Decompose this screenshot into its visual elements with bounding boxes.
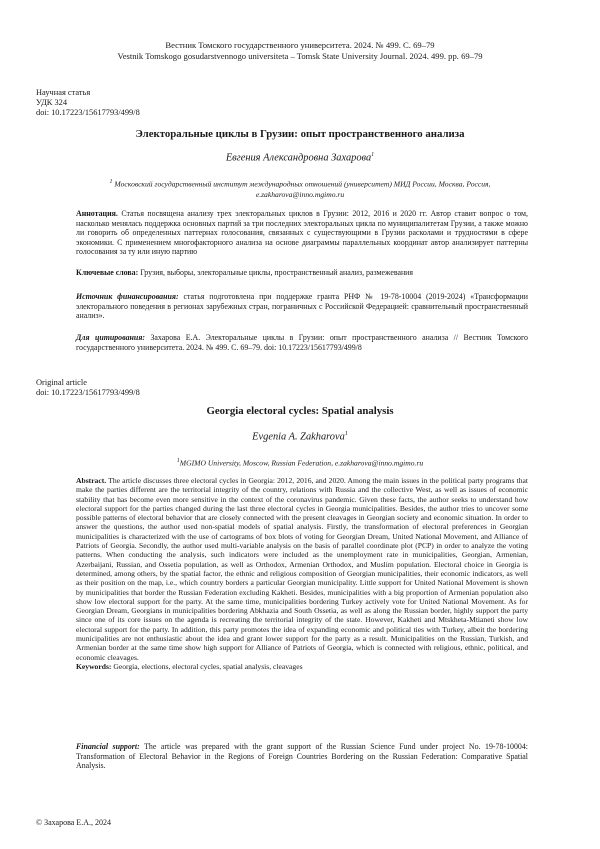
ru-keywords-text: Грузия, выборы, электоральные циклы, пространственный анализ, размежевания: [140, 268, 414, 277]
ru-author-sup: 1: [371, 152, 375, 158]
ru-doi[interactable]: doi: 10.17223/15617793/499/8: [36, 108, 140, 118]
ru-keywords-label: Ключевые слова:: [76, 268, 139, 277]
en-keywords-text: Georgia, elections, electoral cycles, spatial analysis, cleavages: [113, 661, 303, 671]
en-abstract: [76, 476, 528, 671]
ru-affiliation-email[interactable]: e.zakharova@inno.mgimo.ru: [255, 189, 345, 199]
ru-funding-text: статья подготовлена при поддержке гранта РНФ № 19-78-10004 (2019-2024) «Трансформации электорального поведения в регионах зарубежных стран, пограничных с Российской Федерацией: сравнительный пространственный анализ».: [76, 292, 528, 321]
ru-funding-label: Источник финансирования:: [76, 292, 179, 301]
ru-author-name: Евгения Александровна Захарова: [225, 152, 372, 164]
journal-header-en: Vestnik Tomskogo gosudarstvennogo universiteta – Tomsk State University Journal. 2024. 499. pp. 69–79: [117, 51, 483, 61]
en-affiliation: [0, 456, 600, 469]
en-doi[interactable]: doi: 10.17223/15617793/499/8: [36, 388, 140, 398]
en-author-name: Evgenia A. Zakharova: [252, 431, 345, 443]
en-abstract-label: Abstract.: [76, 476, 107, 485]
ru-citation: [76, 333, 528, 352]
en-funding-label: Financial support:: [76, 742, 140, 751]
en-keywords: [76, 662, 528, 671]
ru-keywords: [76, 268, 528, 278]
ru-abstract: [76, 209, 528, 257]
ru-affiliation-line1: [0, 177, 600, 190]
en-funding-text: The article was prepared with the grant support of the Russian Science Fund under project No. 19-78-10004: Transformation of Electoral Behavior in the Regions of Foreign Countries Bordering on the Russian Federation: Comparative Spatial Analysis.: [76, 742, 528, 771]
journal-header-ru: Вестник Томского государственного университета. 2024. № 499. С. 69–79: [165, 40, 435, 50]
ru-udc: УДК 324: [36, 98, 68, 108]
en-title: Georgia electoral cycles: Spatial analysis: [206, 405, 394, 417]
ru-funding: [76, 292, 528, 321]
en-author-sup: 1: [344, 431, 348, 437]
ru-author: [0, 152, 600, 163]
ru-article-type: Научная статья: [36, 88, 91, 97]
ru-affiliation: [0, 177, 600, 200]
ru-affiliation-text: Московский государственный институт международных отношений (университет) МИД России, Москва, Россия,: [114, 179, 491, 189]
ru-affil-sup: 1: [109, 179, 113, 185]
ru-title: Электоральные циклы в Грузии: опыт пространственного анализа: [135, 128, 465, 140]
en-affiliation-text: MGIMO University, Moscow, Russian Federation, e.zakharova@inno.mgimo.ru: [179, 458, 424, 468]
en-funding: [76, 742, 528, 771]
en-article-meta: [36, 378, 140, 398]
en-article-type: Original article: [36, 378, 87, 387]
journal-header: [0, 40, 600, 62]
ru-citation-text: Захарова Е.А. Электоральные циклы в Грузии: опыт пространственного анализа // Вестник Томского государственного университета. 2024. № 499. С. 69–79. doi: 10.17223/15617793/499/8: [76, 333, 528, 352]
ru-citation-label: Для цитирования:: [76, 333, 146, 342]
en-keywords-label: Keywords:: [76, 661, 112, 671]
en-author: [0, 431, 600, 442]
ru-abstract-text: Статья посвящена анализу трех электоральных циклов в Грузии: 2012, 2016 и 2020 гг. Автор ставит вопрос о том, насколько менялась поддержка основных партий за три последних электоральных цикла по муниципалитетам Грузии, а также можно ли говорить об определенных паттернах голосования, связанных с существующими в Грузии расколами и трудностями в сфере экономики. С применением многофакторного анализа на основе диаграммы параллельных координат автор анализирует паттерны голосования за ту или иную партию: [76, 209, 528, 257]
copyright: © Захарова Е.А., 2024: [36, 818, 111, 827]
ru-article-meta: [36, 88, 140, 119]
ru-abstract-label: Аннотация.: [76, 209, 118, 218]
en-affil-sup: 1: [176, 458, 180, 464]
en-abstract-text: The article discusses three electoral cycles in Georgia: 2012, 2016, and 2020. Among the main issues in the political party programs that make the parties different are the territorial integrity of the country, relations with Russia and the collective West, as well as issues of economic stability that has become even more sensitive in the context of the coronavirus pandemic. Given these facts, the author seeks to understand how electoral support for the parties changed during the last three electoral cycles in Georgia municipalities. Besides, the author tries to uncover some possible patterns of electoral behavior that are closely connected with the present cleavages in Georgian society and economic situation. In order to answer the questions, the author used non-spatial models of spatial analysis. Firstly, the transformation of electoral preferences in Georgian municipalities is characterized with the use of cartograms of box blots of voting for Georgian Dream, United National Movement, and Alliance of Patriots of Georgia. Secondly, the author used multi-variable analysis on the basis of parallel coordinate plot (PCP) in order to analyze the voting patterns. When conducting the analysis, such indicators were included as the unemployment rate in municipalities, Georgian, Armenian, Azerbaijani, Russian, and Ossetia population, as well as Orthodox, Armenian Orthodox, and Muslim population. Electoral choice in Georgia is determined, among others, by the spatial factor, the ethnic and religious composition of Georgian municipalities, their economic indicators, as well as their position on the map, i.e., which country borders a particular Georgian municipality. Little support for United National Movement is shown by municipalities that border the Russian Federation excluding Kakheti. Besides, municipalities with a big proportion of Armenian population also show low electoral support for the party. At the same time, municipalities bordering Turkey actively vote for United National Movement. As for Georgian Dream, Georgians in municipalities bordering Abkhazia and South Ossetia, as well as along the Russian border, highly support the party since one of its core issues on the agenda is recreating the territorial integrity of the state. However, Kakheti and Mtskheta-Mtianeti show low electoral support for the party. In addition, this party promotes the idea of expanding economic and political ties with Turkey, albeit the bordering municipalities are not enthusiastic about the idea and grant lower support for the party as a result. Municipalities on the Russian, Turkish, and Armenian border at the same time show high support for Alliance of Patriots of Georgia, which is connected with religious, ethnic, political, and economic cleavages.: [76, 476, 528, 662]
